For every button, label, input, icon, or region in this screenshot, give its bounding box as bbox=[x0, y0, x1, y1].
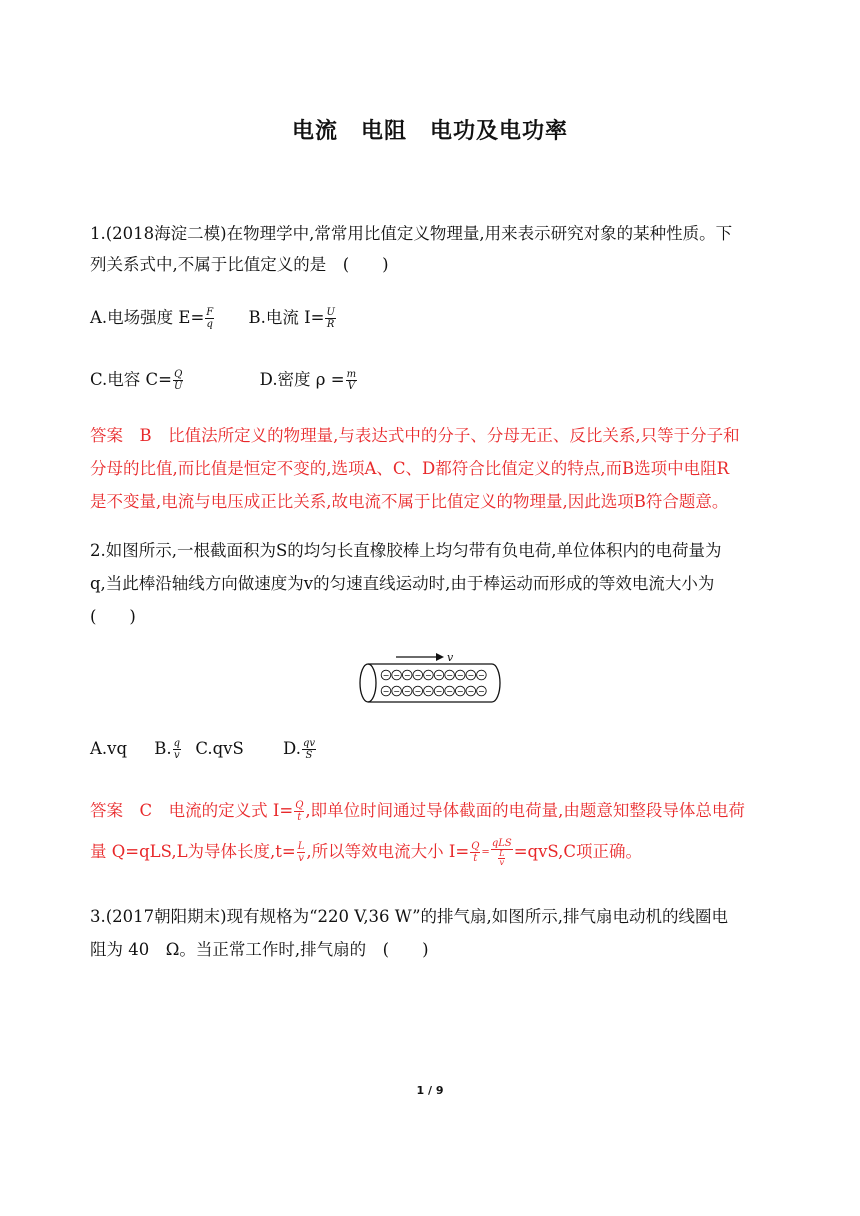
q1-option-c-fraction bbox=[173, 369, 183, 392]
page-number: 1 / 9 bbox=[416, 1084, 444, 1097]
fraction-denominator bbox=[491, 850, 513, 867]
fraction-denominator: t bbox=[473, 853, 478, 864]
negative-sign: − bbox=[425, 671, 432, 681]
q2-option-b-label: B. bbox=[154, 739, 172, 758]
negative-sign: − bbox=[414, 687, 422, 697]
fraction-numerator: Q bbox=[174, 369, 183, 380]
fraction-denominator: U bbox=[173, 381, 183, 392]
fraction-numerator: F bbox=[206, 307, 214, 318]
q2-answer-text: 答案 C 电流的定义式 I= bbox=[90, 801, 294, 820]
fraction-denominator: S bbox=[305, 750, 313, 761]
q1-answer-line2: 分母的比值,而比值是恒定不变的,选项A、C、D都符合比值定义的特点,而B选项中电阻R bbox=[90, 459, 730, 478]
q2-option-b-fraction bbox=[173, 738, 181, 761]
fraction-numerator: q bbox=[173, 738, 181, 749]
negative-sign: − bbox=[467, 687, 475, 697]
negative-charges bbox=[381, 670, 486, 696]
q2-answer-fraction-q-over-t bbox=[294, 800, 304, 823]
q2-stem-line2: q,当此棒沿轴线方向做速度为v的匀速直线运动时,由于棒运动而形成的等效电流大小为 bbox=[90, 574, 715, 593]
q1-options-ab bbox=[90, 304, 337, 330]
negative-sign: − bbox=[478, 671, 485, 681]
q1-answer-line1: 答案 B 比值法所定义的物理量,与表达式中的分子、分母无正、反比关系,只等于分子和 bbox=[90, 426, 740, 445]
negative-sign: − bbox=[446, 671, 453, 681]
fraction-numerator: L bbox=[297, 841, 305, 852]
fraction-numerator: L bbox=[499, 849, 505, 858]
fraction-numerator: Q bbox=[471, 841, 480, 852]
rod-body bbox=[368, 664, 500, 702]
negative-sign: − bbox=[414, 671, 422, 681]
q2-option-c: C.qvS bbox=[195, 739, 244, 758]
negative-sign: − bbox=[403, 687, 411, 697]
q2-answer-line2 bbox=[90, 838, 642, 867]
fraction-denominator: v bbox=[298, 853, 304, 864]
q2-stem-line1: 2.如图所示,一根截面积为S的均匀长直橡胶棒上均匀带有负电荷,单位体积内的电荷量为 bbox=[90, 541, 722, 560]
fraction-numerator: U bbox=[326, 307, 335, 318]
q1-answer-line3: 是不变量,电流与电压成正比关系,故电流不属于比值定义的物理量,因此选项B符合题意。 bbox=[90, 492, 729, 511]
negative-sign: − bbox=[435, 671, 443, 681]
q2-option-d bbox=[283, 738, 317, 761]
q1-option-d bbox=[260, 366, 358, 392]
negative-sign: − bbox=[467, 671, 475, 681]
q2-stem-line3: ( ) bbox=[90, 607, 136, 626]
q2-option-d-label: D. bbox=[283, 739, 301, 758]
q1-options-cd bbox=[90, 366, 358, 392]
negative-sign: − bbox=[446, 687, 453, 697]
equals-sign: = bbox=[481, 847, 490, 858]
negative-sign: − bbox=[456, 671, 464, 681]
fraction-numerator: m bbox=[346, 369, 357, 380]
q2-answer-text: =qvS,C项正确。 bbox=[513, 842, 643, 861]
q1-option-a-fraction bbox=[205, 307, 214, 330]
negative-sign: − bbox=[425, 687, 432, 697]
q1-option-b-fraction bbox=[325, 307, 335, 330]
q1-stem-line2: 列关系式中,不属于比值定义的是 ( ) bbox=[90, 255, 389, 274]
q1-option-c-label: C.电容 C= bbox=[90, 370, 172, 389]
negative-sign: − bbox=[435, 687, 443, 697]
q2-answer-fraction-l-over-v bbox=[297, 841, 306, 864]
q2-answer-text: ,即单位时间通过导体截面的电荷量,由题意知整段导体总电荷 bbox=[305, 801, 745, 820]
negative-sign: − bbox=[382, 671, 390, 681]
negative-sign: − bbox=[393, 687, 400, 697]
negative-sign: − bbox=[478, 687, 485, 697]
negative-sign: − bbox=[382, 687, 390, 697]
q3-stem-line2: 阻为 40 Ω。当正常工作时,排气扇的 ( ) bbox=[90, 940, 429, 959]
fraction-denominator: v bbox=[174, 750, 180, 761]
nested-fraction bbox=[498, 850, 505, 867]
q2-option-d-fraction bbox=[302, 738, 316, 761]
q1-option-b-label: B.电流 I= bbox=[248, 308, 325, 327]
negative-sign: − bbox=[403, 671, 411, 681]
q2-answer-line1 bbox=[90, 797, 745, 823]
rod-cross-section bbox=[360, 664, 376, 702]
fraction-numerator: Q bbox=[295, 800, 304, 811]
fraction-numerator: qv bbox=[302, 738, 315, 749]
fraction-denominator: t bbox=[297, 812, 302, 823]
q2-answer-fraction-q-over-t bbox=[470, 841, 480, 864]
q2-answer-text: 量 Q=qLS,L为导体长度,t= bbox=[90, 842, 296, 861]
page-title: 电流 电阻 电功及电功率 bbox=[291, 119, 568, 144]
fraction-denominator: R bbox=[326, 319, 335, 330]
negative-sign: − bbox=[393, 671, 400, 681]
q1-option-a-label: A.电场强度 E= bbox=[90, 308, 205, 327]
q2-options bbox=[90, 738, 317, 761]
q3-stem-line1: 3.(2017朝阳期末)现有规格为“220 V,36 W”的排气扇,如图所示,排气扇电动机的线圈电 bbox=[90, 907, 728, 926]
q2-answer-text: ,所以等效电流大小 I= bbox=[306, 842, 470, 861]
q1-option-c bbox=[90, 366, 184, 392]
q1-option-b bbox=[248, 304, 336, 330]
q2-option-b bbox=[154, 738, 182, 761]
q1-stem-line1: 1.(2018海淀二模)在物理学中,常常用比值定义物理量,用来表示研究对象的某种性质。下 bbox=[90, 224, 733, 243]
negative-sign: − bbox=[456, 687, 464, 697]
fraction-numerator: qLS bbox=[491, 838, 512, 849]
fraction-denominator: q bbox=[206, 319, 213, 330]
q2-answer-fraction-compound bbox=[491, 838, 513, 867]
q1-option-d-label: D.密度 ρ = bbox=[259, 370, 345, 389]
charged-rod-figure bbox=[356, 648, 506, 706]
q1-option-d-fraction bbox=[346, 369, 357, 392]
velocity-arrowhead bbox=[436, 653, 444, 661]
fraction-denominator: v bbox=[499, 858, 505, 867]
q1-option-a bbox=[90, 304, 215, 330]
fraction-denominator: V bbox=[347, 381, 355, 392]
velocity-label: v bbox=[447, 651, 454, 664]
q2-option-a: A.vq bbox=[90, 739, 128, 758]
